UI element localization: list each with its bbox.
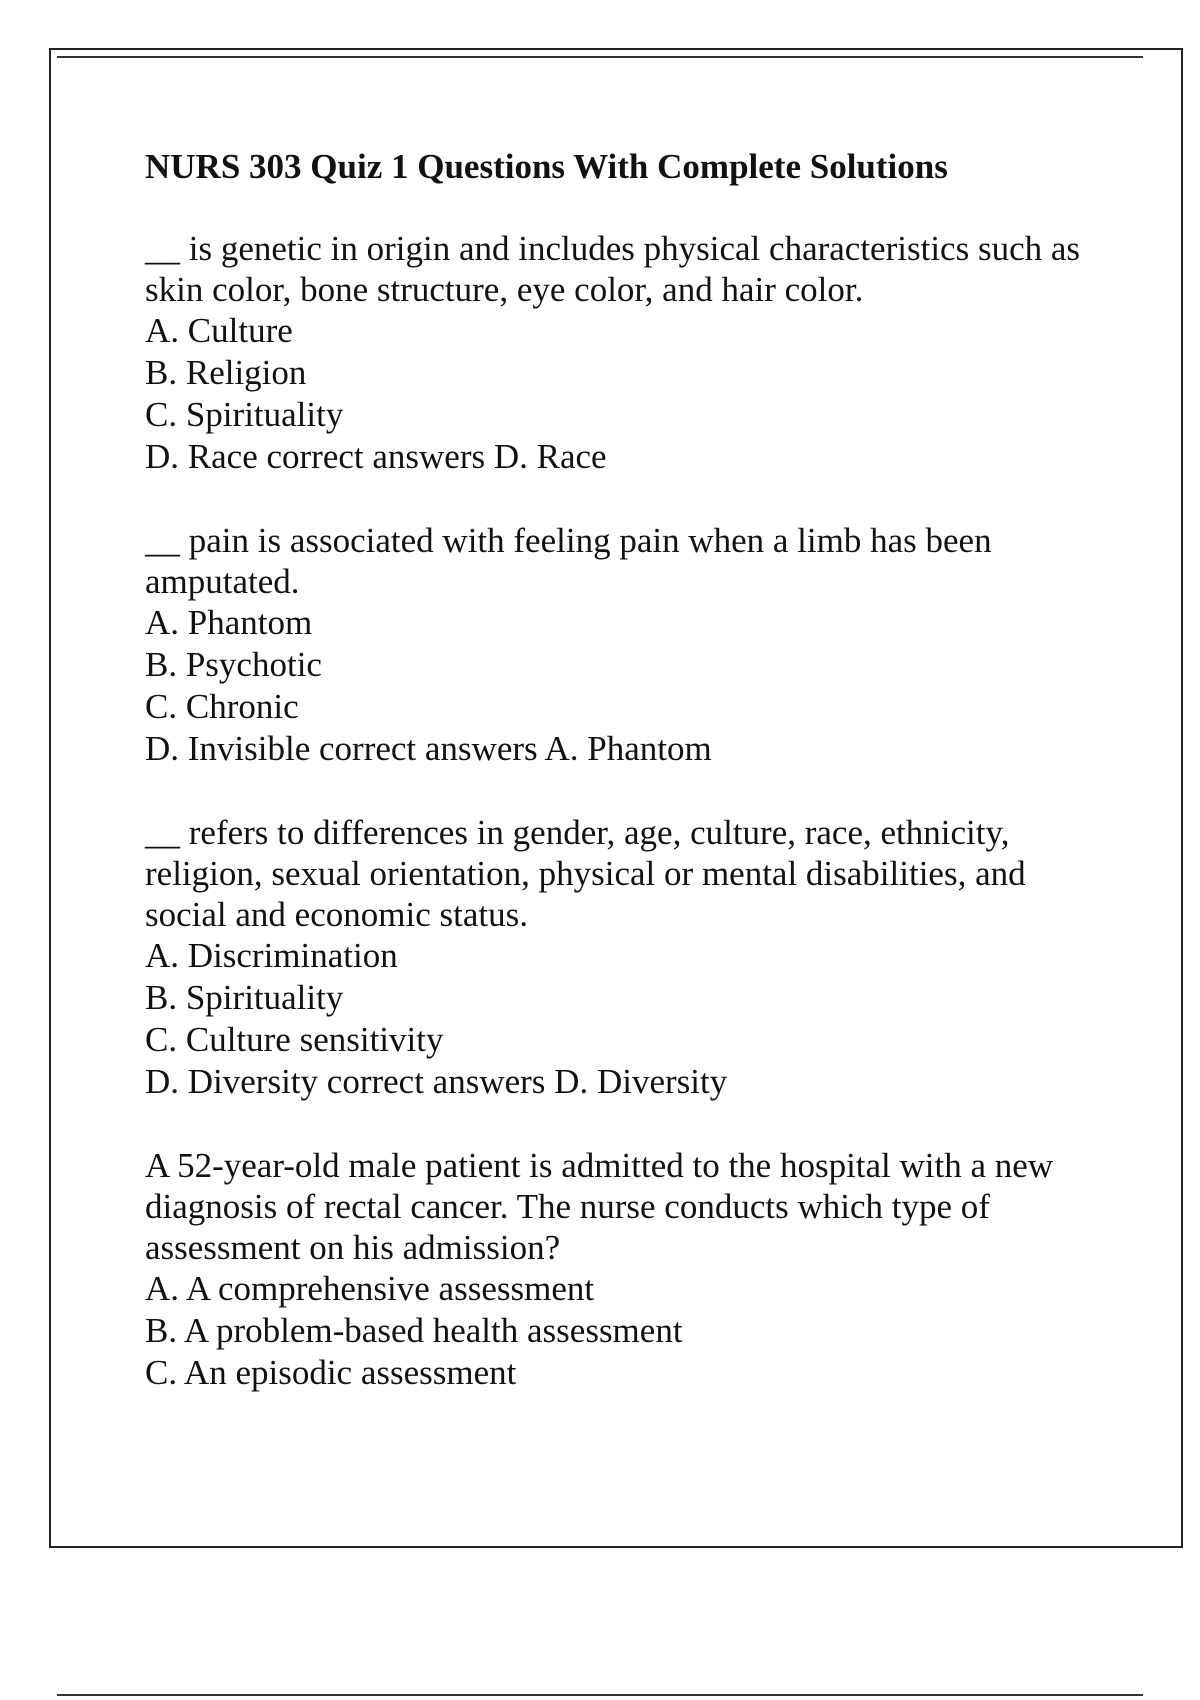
document-title: NURS 303 Quiz 1 Questions With Complete Solutions [145,147,948,186]
question-4 [145,1145,1085,1394]
answer-option: C. An episodic assessment [145,1353,517,1392]
question-3 [145,812,1085,1103]
answer-option-with-answer: D. Diversity correct answers D. Diversity [145,1062,728,1101]
answer-option: B. A problem-based health assessment [145,1311,683,1350]
answer-option: C. Chronic [145,687,299,726]
question-stem: __ is genetic in origin and includes physical characteristics such as skin color, bone structure, eye color, and hair color. [145,229,1081,309]
answer-option: A. Discrimination [145,936,398,975]
bottom-rule [57,1694,1143,1696]
answer-option-with-answer: D. Race correct answers D. Race [145,437,607,476]
answer-option: A. Culture [145,311,293,350]
answer-option: B. Psychotic [145,645,322,684]
answer-option: C. Spirituality [145,395,344,434]
answer-option: C. Culture sensitivity [145,1020,444,1059]
answer-option-with-answer: D. Invisible correct answers A. Phantom [145,729,712,768]
answer-option: B. Religion [145,353,307,392]
answer-option: A. A comprehensive assessment [145,1269,595,1308]
document-content [145,143,1085,1436]
question-stem: __ pain is associated with feeling pain when a limb has been amputated. [145,521,992,601]
question-1 [145,228,1085,478]
answer-option: A. Phantom [145,603,313,642]
question-stem: __ refers to differences in gender, age, culture, race, ethnicity, religion, sexual orientation, physical or mental disabilities, and social and economic status. [145,813,1026,934]
answer-option: B. Spirituality [145,978,344,1017]
question-stem: A 52-year-old male patient is admitted to the hospital with a new diagnosis of rectal cancer. The nurse conducts which type of assessment on his admission? [145,1146,1054,1267]
question-2 [145,520,1085,770]
